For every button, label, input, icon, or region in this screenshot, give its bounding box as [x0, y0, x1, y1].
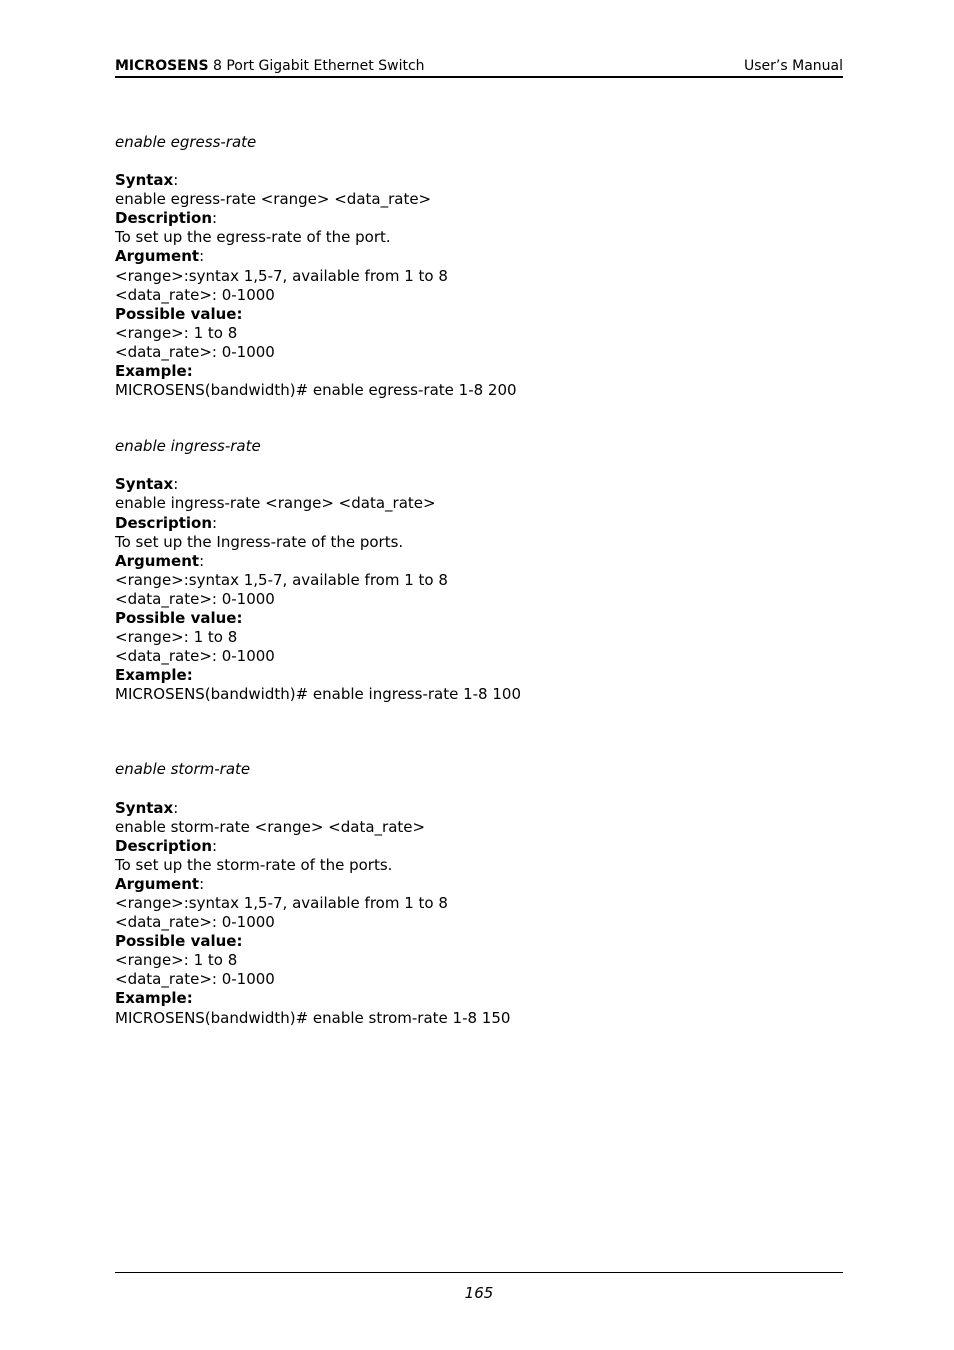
description-label: Description [115, 209, 213, 228]
page-content [115, 133, 843, 1028]
argument-range: <range>:syntax 1,5-7, available from 1 to 8 [115, 266, 448, 285]
example-label: Example: [115, 362, 193, 381]
command-section: enable egress-rate Syntax: enable egress-rate <range> <data_rate> Description: To set up the egress-rate of the port. Argument: <range>:syntax 1,5-7, available from 1 to 8 <data_rate>: 0-1000 Possible value: <range>: 1 to 8 <data_rate>: 0-1000 Example: MICROSENS(bandwidth)# enable egress-rate 1-8 200 [115, 133, 843, 400]
command-section: enable ingress-rate Syntax: enable ingress-rate <range> <data_rate> Description: To set up the Ingress-rate of the ports. Argument: <range>:syntax 1,5-7, available from 1 to 8 <data_rate>: 0-1000 Possible value: <range>: 1 to 8 <data_rate>: 0-1000 Example: MICROSENS(bandwidth)# enable ingress-rate 1-8 100 [115, 437, 843, 704]
possible-value-label: Possible value: [115, 932, 243, 951]
argument-rate: <data_rate>: 0-1000 [115, 913, 275, 932]
command-title: enable ingress-rate [115, 437, 261, 456]
description-text: To set up the storm-rate of the ports. [115, 855, 393, 874]
argument-label: Argument [115, 247, 200, 266]
description-text: To set up the egress-rate of the port. [115, 228, 391, 247]
possible-rate: <data_rate>: 0-1000 [115, 970, 275, 989]
possible-value-label: Possible value: [115, 608, 243, 627]
argument-range: <range>:syntax 1,5-7, available from 1 to 8 [115, 894, 448, 912]
example-text: MICROSENS(bandwidth)# enable ingress-rate 1-8 100 [115, 685, 521, 704]
page-number: 165 [464, 1284, 494, 1302]
possible-value-label: Possible value: [115, 304, 243, 323]
description-label: Description [115, 836, 213, 855]
description-text: To set up the Ingress-rate of the ports. [115, 532, 404, 551]
syntax-text: enable ingress-rate <range> <data_rate> [115, 494, 436, 513]
command-title: enable egress-rate [115, 133, 257, 151]
command-section: enable storm-rate Syntax: enable storm-rate <range> <data_rate> Description: To set up the storm-rate of the ports. Argument: <range>:syntax 1,5-7, available from 1 to 8 <data_rate>: 0-1000 Possible value: <range>: 1 to 8 <data_rate>: 0-1000 Example: MICROSENS(bandwidth)# enable strom-rate 1-8 150 [115, 760, 843, 1027]
command-title: enable storm-rate [115, 760, 251, 779]
description-label: Description [115, 513, 213, 532]
example-text: MICROSENS(bandwidth)# enable strom-rate 1-8 150 [115, 1008, 511, 1027]
brand-name: MICROSENS [115, 58, 209, 74]
example-text: MICROSENS(bandwidth)# enable egress-rate 1-8 200 [115, 381, 517, 400]
syntax-label: Syntax [115, 475, 174, 494]
syntax-text: enable storm-rate <range> <data_rate> [115, 817, 426, 836]
argument-rate: <data_rate>: 0-1000 [115, 285, 275, 304]
page-header [115, 56, 843, 78]
page-footer [115, 1272, 843, 1302]
possible-range: <range>: 1 to 8 [115, 628, 238, 647]
example-label: Example: [115, 989, 193, 1008]
syntax-label: Syntax [115, 798, 174, 817]
argument-label: Argument [115, 874, 200, 893]
possible-range: <range>: 1 to 8 [115, 323, 238, 342]
manual-title: User’s Manual [744, 58, 843, 74]
possible-range: <range>: 1 to 8 [115, 951, 238, 970]
argument-label: Argument [115, 551, 200, 570]
argument-range: <range>:syntax 1,5-7, available from 1 to 8 [115, 570, 448, 589]
possible-rate: <data_rate>: 0-1000 [115, 342, 275, 361]
syntax-text: enable egress-rate <range> <data_rate> [115, 190, 432, 209]
syntax-label: Syntax [115, 171, 174, 190]
example-label: Example: [115, 666, 193, 685]
product-name: 8 Port Gigabit Ethernet Switch [208, 58, 425, 74]
argument-rate: <data_rate>: 0-1000 [115, 589, 275, 608]
possible-rate: <data_rate>: 0-1000 [115, 647, 275, 666]
